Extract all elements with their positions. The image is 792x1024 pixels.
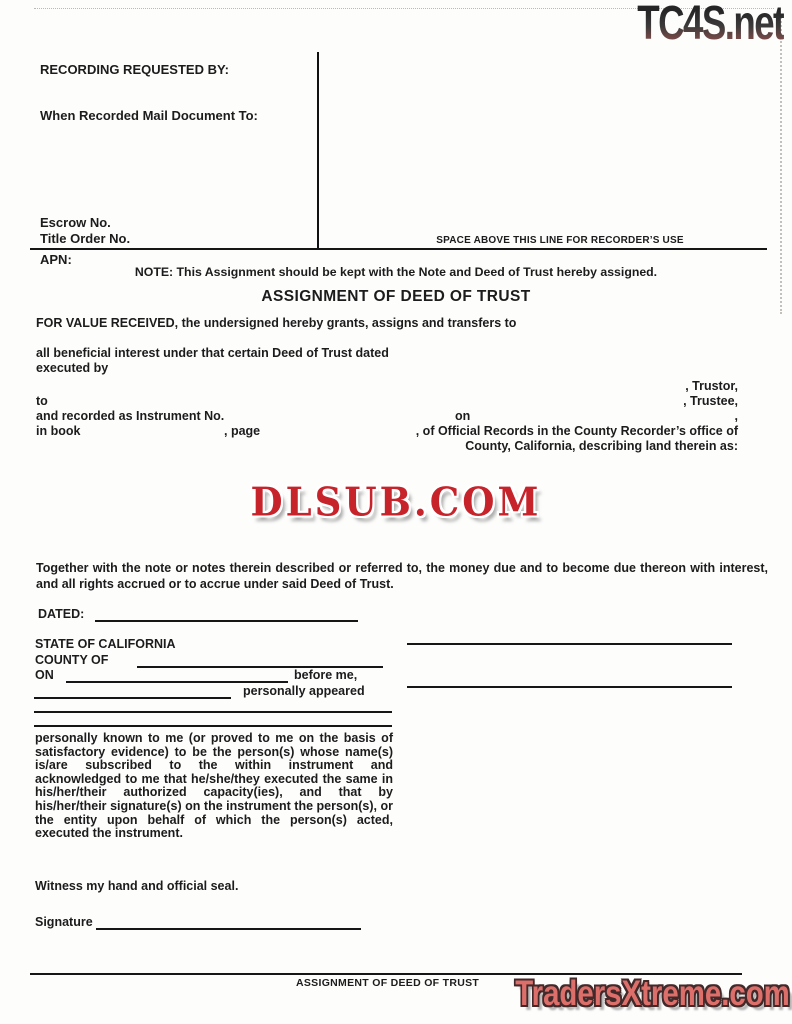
beneficial-interest-line: all beneficial interest under that certain Deed of Trust dated <box>36 346 389 360</box>
page-label: , page <box>224 424 261 438</box>
dated-label: DATED: <box>38 607 85 621</box>
notary-name-fill-line <box>34 697 231 699</box>
note-line: NOTE: This Assignment should be kept with the Note and Deed of Trust hereby assigned. <box>134 265 658 279</box>
for-value-received-line: FOR VALUE RECEIVED, the undersigned hereby grants, assigns and transfers to <box>36 316 517 330</box>
watermark-tradersxtreme: TradersXtreme.com <box>515 974 790 1013</box>
trailing-comma: , <box>734 409 738 423</box>
on-label: on <box>455 409 471 423</box>
on-date-label: ON <box>35 668 54 682</box>
trustee-label: , Trustee, <box>683 394 738 408</box>
mail-document-to-label: When Recorded Mail Document To: <box>40 108 258 123</box>
appearer-names-line-2 <box>34 725 392 727</box>
dated-fill-line <box>95 620 358 622</box>
personally-appeared-label: personally appeared <box>243 684 365 698</box>
document-title: ASSIGNMENT OF DEED OF TRUST <box>261 288 531 305</box>
in-book-label: in book <box>36 424 81 438</box>
together-with-paragraph: Together with the note or notes therein described or referred to, the money due and to become due thereon with interest, and all rights accrued or to accrue under said Deed of Trust. <box>36 561 768 591</box>
recorder-box-vertical-divider <box>317 52 319 249</box>
to-label: to <box>36 394 48 408</box>
title-order-no-label: Title Order No. <box>40 231 131 246</box>
footer-title: ASSIGNMENT OF DEED OF TRUST <box>296 977 480 989</box>
watermark-dlsub: DLSUB.COM <box>250 478 542 526</box>
state-of-california-label: STATE OF CALIFORNIA <box>35 637 176 651</box>
before-me-label: before me, <box>294 668 358 682</box>
space-above-line-label: SPACE ABOVE THIS LINE FOR RECORDER’S USE <box>436 235 684 246</box>
recording-requested-by-label: RECORDING REQUESTED BY: <box>40 62 229 77</box>
watermark-tc4s: TC4S.net <box>638 0 784 50</box>
recorder-horizontal-rule <box>30 248 767 250</box>
signature-label: Signature <box>35 915 93 929</box>
acknowledgment-paragraph: personally known to me (or proved to me on the basis of satisfactory evidence) to be the person(s) whose name(s) is/are subscribed to the within instrument and acknowledged to me that he/she/they executed the same in his/her/their authorized capacity(ies), and that by his/her/their signature(s) on the instrument the person(s), or the entity upon behalf of which the person(s) acted, executed the instrument. <box>35 731 393 841</box>
appearer-names-line-1 <box>34 711 392 713</box>
footer-rule <box>30 973 742 975</box>
county-of-label: COUNTY OF <box>35 653 109 667</box>
on-date-fill-line <box>66 681 288 683</box>
escrow-no-label: Escrow No. <box>40 215 111 230</box>
apn-label: APN: <box>40 252 72 267</box>
official-records-label: , of Official Records in the County Recorder’s office of <box>415 424 738 438</box>
witness-label: Witness my hand and official seal. <box>35 879 239 893</box>
notary-signature-fill-line <box>96 928 361 930</box>
assignor-signature-line-2 <box>407 686 732 688</box>
assignor-signature-line-1 <box>407 643 732 645</box>
recorded-instrument-label: and recorded as Instrument No. <box>36 409 225 423</box>
executed-by-label: executed by <box>36 361 109 375</box>
trustor-label: , Trustor, <box>685 379 738 393</box>
county-describing-label: County, California, describing land therein as: <box>465 439 738 453</box>
